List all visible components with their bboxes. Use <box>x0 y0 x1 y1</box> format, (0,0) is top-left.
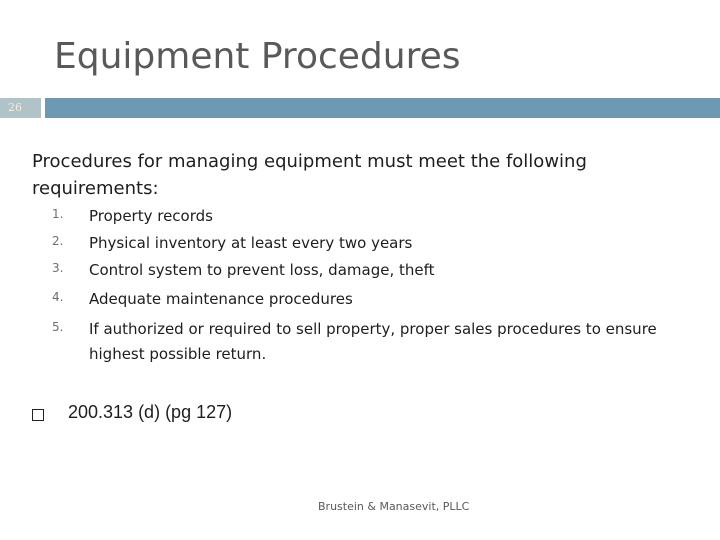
list-item-text: If authorized or required to sell property, proper sales procedures to ensure highest possible return. <box>89 320 657 363</box>
list-item-text: Property records <box>89 207 213 225</box>
list-item-number: 5. <box>52 320 64 334</box>
slide-number-box <box>0 98 41 118</box>
list-item-number: 3. <box>52 261 64 275</box>
footer-text: Brustein & Manasevit, PLLC <box>318 500 470 513</box>
list-item-text: Physical inventory at least every two years <box>89 234 413 252</box>
slide-number: 26 <box>8 101 22 114</box>
slide-title: Equipment Procedures <box>54 36 461 77</box>
list-item-text: Control system to prevent loss, damage, theft <box>89 261 435 279</box>
list-item-number: 1. <box>52 207 64 221</box>
list-item-number: 4. <box>52 290 64 304</box>
header-bar <box>45 98 720 118</box>
list-item-text: Adequate maintenance procedures <box>89 290 353 308</box>
list-item-number: 2. <box>52 234 64 248</box>
square-bullet-icon <box>32 409 44 421</box>
citation-text: 200.313 (d) (pg 127) <box>68 402 233 422</box>
intro-text: Procedures for managing equipment must meet the following requirements: <box>32 151 587 199</box>
